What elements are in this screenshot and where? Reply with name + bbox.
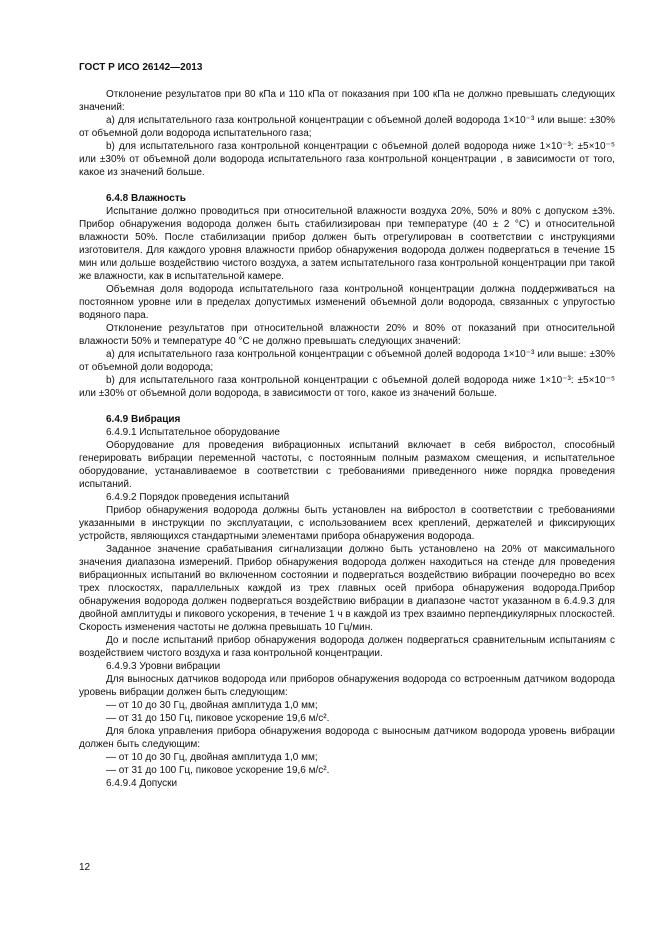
paragraph: Испытание должно проводиться при относительной влажности воздуха 20%, 50% и 80% с допуском ±3%. Прибор обнаружения водорода должен быть стабилизирован при температуре (40 ± 2 °C) и относительной влажности 50%. После стабилизации прибор должен быть отрегулирован в соответствии с инструкциями изготовителя. Для каждого уровня влажности прибор обнаружения водорода должен подвергаться в течение 15 мин или дольше воздействию чистого воздуха, а затем испытательного газа контрольной концентрации при такой же влажности, как в испытательной камере. xyxy=(79,206,615,282)
paragraph: Заданное значение срабатывания сигнализации должно быть установлено на 20% от максимального значения диапазона измерений. Прибор обнаружения водорода должен находиться на стенде для проведения вибрационных испытаний во включенном состоянии и подвергаться воздействию вибрации поочередно во всех трех плоскостях, параллельных каждой из трех главных осей прибора обнаружения водорода.Прибор обнаружения водорода должен подвергаться воздействию вибрации в диапазоне частот указанном в 6.4.9.3 для двойной амплитуды и пикового ускорения, в течение 1 ч в каждой из трех взаимно перпендикулярных плоскостей. Скорость изменения частоты не должна превышать 10 Гц/мин. xyxy=(79,544,615,633)
list-item: — от 31 до 100 Гц, пиковое ускорение 19,6 м/с². xyxy=(106,765,330,776)
section-heading-vibration: 6.4.9 Вибрация xyxy=(106,414,181,425)
list-item: b) для испытательного газа контрольной концентрации с объемной долей водорода ниже 1×10⁻³: ±5×10⁻⁵ или ±30% от объемной доли водорода испытательного газа контрольной концентрации , в зависимости от того, какое из значений больше. xyxy=(79,141,615,178)
paragraph: Отклонение результатов при относительной влажности 20% и 80% от показаний при относительной влажности 50% и температуре 40 °C не должно превышать следующих значений: xyxy=(79,323,615,347)
paragraph: Объемная доля водорода испытательного газа контрольной концентрации должна поддерживаться на постоянном уровне или в пределах допустимых изменений объемной доли водорода, связанных с упругостью водяного пара. xyxy=(79,284,615,321)
list-item: — от 10 до 30 Гц, двойная амплитуда 1,0 мм; xyxy=(106,752,318,763)
list-item: b) для испытательного газа контрольной концентрации с объемной долей водорода ниже 1×10⁻³: ±5×10⁻⁵ или ±30% от объемной доли водорода, в зависимости от того, какое из значений больше. xyxy=(79,375,615,399)
paragraph: Для блока управления прибора обнаружения водорода с выносным датчиком водорода уровень вибрации должен быть следующим: xyxy=(79,726,615,750)
subsection-heading: 6.4.9.4 Допуски xyxy=(106,778,178,789)
list-item: — от 10 до 30 Гц, двойная амплитуда 1,0 мм; xyxy=(106,700,318,711)
subsection-heading: 6.4.9.1 Испытательное оборудование xyxy=(106,427,280,438)
paragraph: Для выносных датчиков водорода или приборов обнаружения водорода со встроенным датчиком водорода уровень вибрации должен быть следующим: xyxy=(79,674,615,698)
paragraph: До и после испытаний прибор обнаружения водорода должен подвергаться сравнительным испытаниям с воздействием чистого воздуха и газа контрольной концентрации. xyxy=(79,635,615,659)
subsection-heading: 6.4.9.3 Уровни вибрации xyxy=(106,661,221,672)
subsection-heading: 6.4.9.2 Порядок проведения испытаний xyxy=(106,492,290,503)
list-item: a) для испытательного газа контрольной концентрации с объемной долей водорода 1×10⁻³ или выше: ±30% от объемной доли водорода; xyxy=(79,349,615,373)
document-body xyxy=(79,88,615,790)
page-number: 12 xyxy=(79,862,91,873)
paragraph: Оборудование для проведения вибрационных испытаний включает в себя вибростол, способный генерировать вибрации переменной частоты, с постоянным полным размахом смещения, и испытательное оборудование, устанавливаемое в соответствии с требованиями приведенного ниже порядка проведения испытаний. xyxy=(79,440,615,490)
paragraph: Прибор обнаружения водорода должны быть установлен на вибростол в соответствии с требованиями указанными в инструкции по эксплуатации, с использованием всех креплений, держателей и фиксирующих устройств, являющихся стандартными элементами прибора обнаружения водорода. xyxy=(79,505,615,542)
paragraph: Отклонение результатов при 80 кПа и 110 кПа от показания при 100 кПа не должно превышать следующих значений: xyxy=(79,89,615,113)
list-item: — от 31 до 150 Гц, пиковое ускорение 19,6 м/с². xyxy=(106,713,330,724)
section-heading-humidity: 6.4.8 Влажность xyxy=(106,193,186,204)
list-item: a) для испытательного газа контрольной концентрации с объемной долей водорода 1×10⁻³ или выше: ±30% от объемной доли водорода испытательного газа; xyxy=(79,115,615,139)
page-header: ГОСТ Р ИСО 26142—2013 xyxy=(79,62,203,73)
